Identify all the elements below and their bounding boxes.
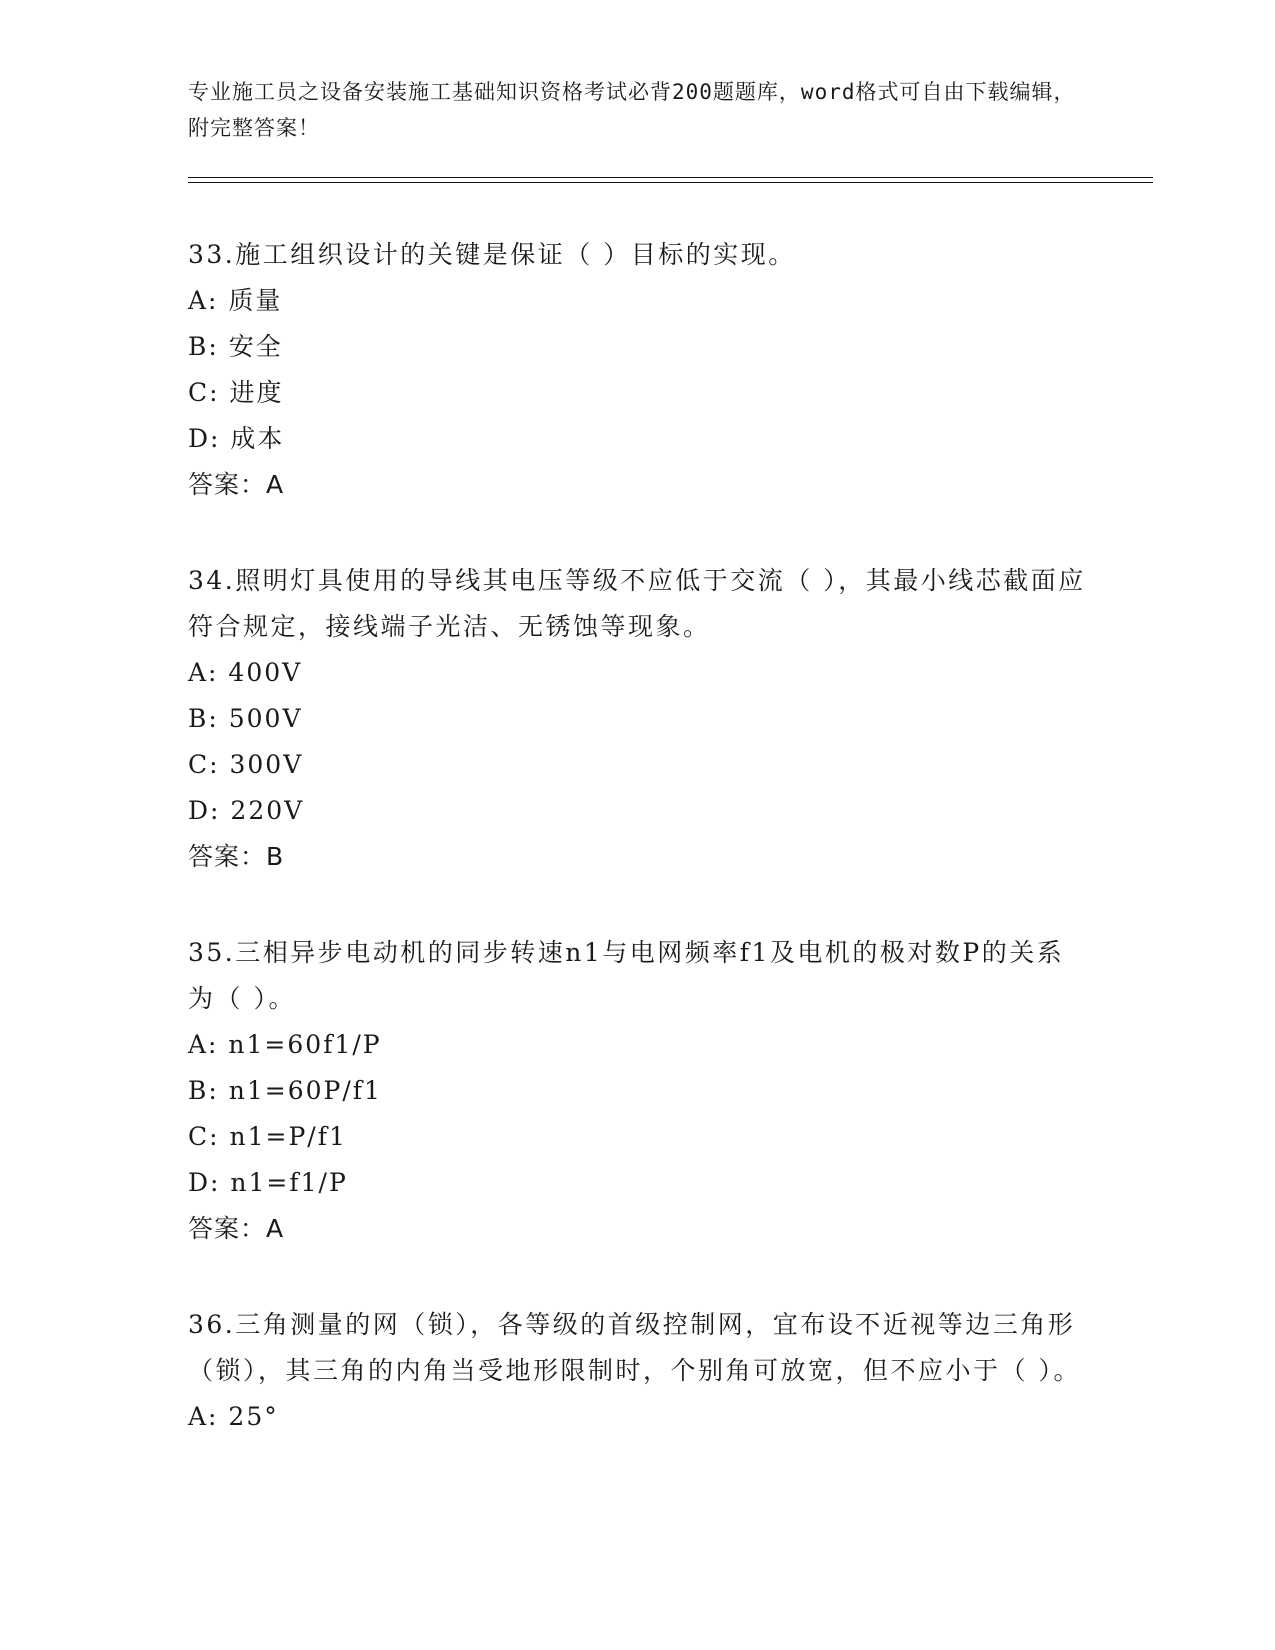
option-a: A: 质量 [188, 286, 283, 315]
document-header: 专业施工员之设备安装施工基础知识资格考试必背200题题库，word格式可自由下载编辑，附完整答案！ [188, 80, 1076, 140]
question-stem: 34.照明灯具使用的导线其电压等级不应低于交流（ ），其最小线芯截面应符合规定，接线端子光洁、无锈蚀等现象。 [188, 566, 1086, 641]
option-d: D: 成本 [188, 424, 285, 453]
option-d: D: 220V [188, 796, 305, 825]
answer-text: 答案：A [188, 1214, 285, 1243]
question-stem: 33.施工组织设计的关键是保证（ ）目标的实现。 [188, 240, 796, 269]
option-b: B: 500V [188, 704, 303, 733]
answer-text: 答案：A [188, 470, 285, 499]
option-c: C: 进度 [188, 378, 284, 407]
option-c: C: 300V [188, 750, 304, 779]
header-divider-bottom [188, 182, 1153, 183]
option-a: A: 25° [188, 1402, 279, 1431]
option-a: A: n1=60f1/P [188, 1030, 382, 1059]
question-33 [188, 232, 1088, 508]
question-35 [188, 930, 1088, 1252]
answer-text: 答案：B [188, 842, 285, 871]
question-34 [188, 558, 1088, 880]
option-c: C: n1=P/f1 [188, 1122, 347, 1151]
option-a: A: 400V [188, 658, 303, 687]
option-d: D: n1=f1/P [188, 1168, 348, 1197]
question-stem: 36.三角测量的网（锁），各等级的首级控制网，宜布设不近视等边三角形（锁），其三角的内角当受地形限制时，个别角可放宽，但不应小于（ ）。 [188, 1310, 1081, 1385]
header-divider-top [188, 177, 1153, 178]
question-stem: 35.三相异步电动机的同步转速n1与电网频率f1及电机的极对数P的关系为（ ）。 [188, 938, 1065, 1013]
option-b: B: 安全 [188, 332, 283, 361]
question-list [188, 232, 1088, 1490]
option-b: B: n1=60P/f1 [188, 1076, 382, 1105]
question-36 [188, 1302, 1088, 1440]
